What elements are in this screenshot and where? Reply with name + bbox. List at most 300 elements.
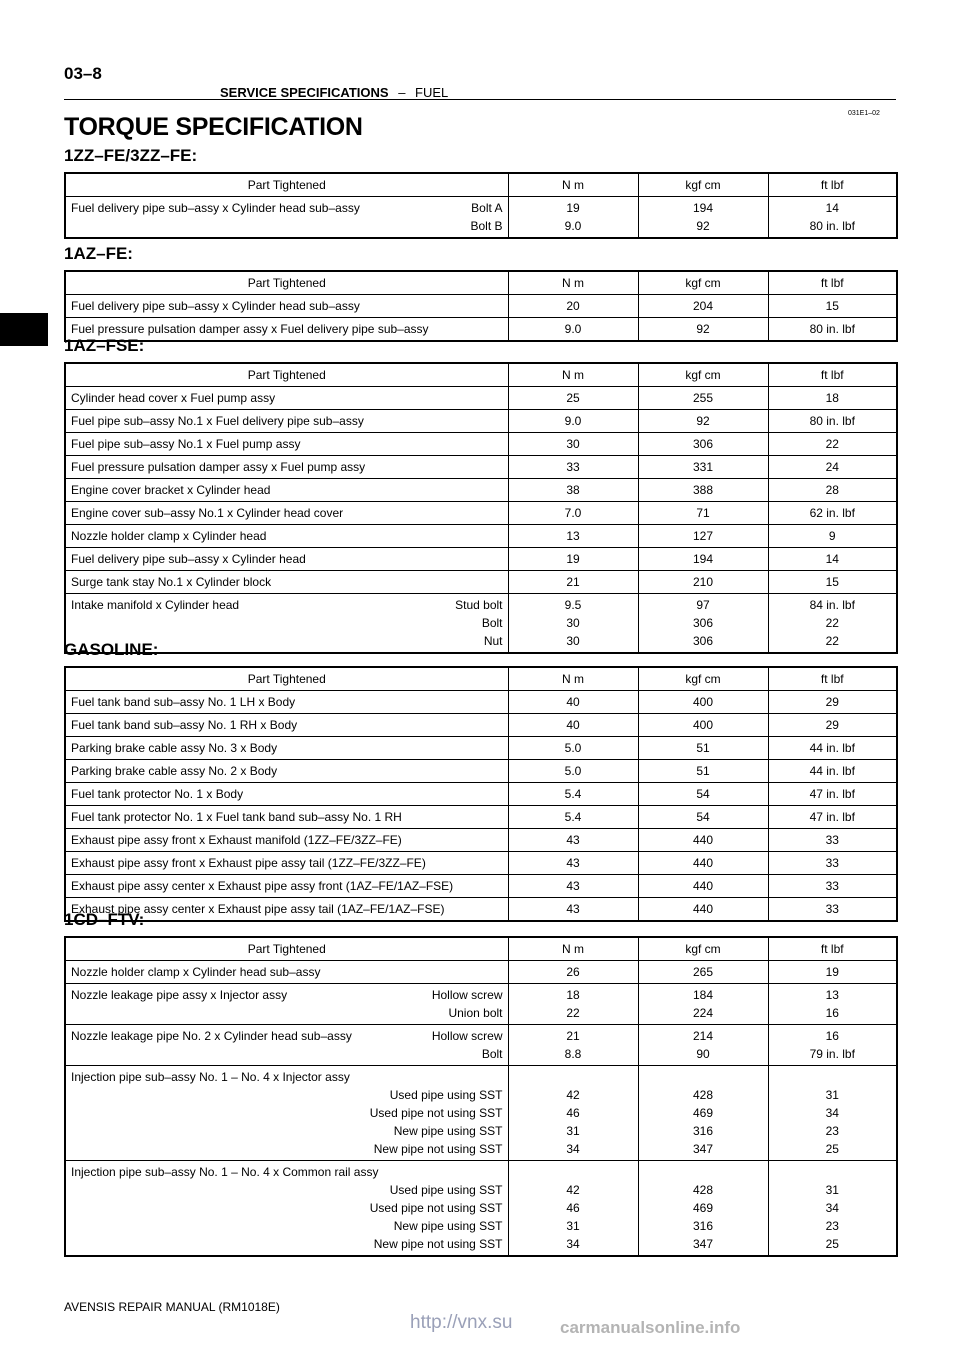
part-tightened-cell	[65, 875, 508, 898]
column-header: Part Tightened	[65, 363, 508, 387]
spec-table	[64, 936, 898, 1257]
table-row	[65, 760, 897, 783]
part-tightened-cell	[65, 410, 508, 433]
cell-value: 62 in. lbf	[809, 506, 855, 520]
kgf-cell	[638, 525, 768, 548]
cell-value: 255	[692, 391, 714, 405]
part-name: Injection pipe sub–assy No. 1 – No. 4 x Common rail assy	[71, 1165, 379, 1179]
cell-value: 9	[828, 529, 836, 543]
spec-table	[64, 362, 898, 654]
cell-value: 13	[825, 988, 839, 1002]
cell-value: 440	[692, 856, 714, 870]
footer-link[interactable]: http://vnx.su	[410, 1312, 513, 1333]
part-tightened-cell	[65, 806, 508, 829]
kgf-cell	[638, 410, 768, 433]
ftlbf-cell	[768, 197, 897, 239]
ftlbf-cell	[768, 502, 897, 525]
part-tightened-cell	[65, 829, 508, 852]
ftlbf-cell	[768, 1161, 897, 1257]
cell-value: 31	[566, 1124, 580, 1138]
cell-value: 18	[825, 391, 839, 405]
nm-cell	[508, 525, 638, 548]
table-row	[65, 875, 897, 898]
cell-value: 9.5	[564, 598, 582, 612]
ftlbf-cell	[768, 410, 897, 433]
spec-table	[64, 270, 898, 342]
part-tightened-cell	[65, 571, 508, 594]
part-tightened-cell	[65, 1066, 508, 1161]
cell-value: 127	[692, 529, 714, 543]
table-header-row	[65, 667, 897, 691]
nm-cell	[508, 783, 638, 806]
cell-value: 46	[566, 1201, 580, 1215]
cell-value: 8.8	[564, 1047, 582, 1061]
column-header: ft lbf	[768, 667, 897, 691]
ftlbf-cell	[768, 961, 897, 984]
part-fastener: Bolt B	[470, 219, 503, 233]
part-fastener: Nut	[483, 634, 503, 648]
running-header	[220, 85, 448, 100]
cell-value: 306	[692, 437, 714, 451]
cell-value: 24	[825, 460, 839, 474]
cell-value: 347	[692, 1142, 714, 1156]
nm-cell	[508, 714, 638, 737]
ftlbf-cell	[768, 691, 897, 714]
ftlbf-cell	[768, 737, 897, 760]
table-row	[65, 295, 897, 318]
cell-value: 5.4	[564, 787, 582, 801]
cell-value: 306	[692, 616, 714, 630]
cell-value: 331	[692, 460, 714, 474]
column-header: kgf cm	[638, 937, 768, 961]
cell-value: 9.0	[564, 219, 582, 233]
header-section: SERVICE SPECIFICATIONS	[220, 85, 389, 100]
part-name: Exhaust pipe assy center x Exhaust pipe assy front (1AZ–FE/1AZ–FSE)	[71, 879, 454, 893]
ftlbf-cell	[768, 1066, 897, 1161]
nm-cell	[508, 433, 638, 456]
part-name: Fuel tank band sub–assy No. 1 RH x Body	[71, 718, 298, 732]
ftlbf-cell	[768, 984, 897, 1025]
part-tightened-cell	[65, 456, 508, 479]
part-name: Fuel pressure pulsation damper assy x Fuel pump assy	[71, 460, 366, 474]
nm-cell	[508, 691, 638, 714]
part-name: Nozzle leakage pipe No. 2 x Cylinder head sub–assy	[71, 1029, 352, 1043]
part-tightened-cell	[65, 525, 508, 548]
cell-value: 33	[825, 879, 839, 893]
column-header: kgf cm	[638, 363, 768, 387]
part-fastener: Bolt	[481, 1047, 503, 1061]
section-title: 1AZ–FSE:	[64, 336, 145, 355]
table-row	[65, 829, 897, 852]
cell-value: 40	[566, 695, 580, 709]
cell-value: 34	[825, 1106, 839, 1120]
cell-value: 80 in. lbf	[809, 322, 855, 336]
cell-value: 47 in. lbf	[809, 787, 855, 801]
table-header-row	[65, 173, 897, 197]
table-row	[65, 783, 897, 806]
header-rule	[64, 99, 896, 100]
cell-value: 21	[566, 575, 580, 589]
cell-value: 34	[825, 1201, 839, 1215]
nm-cell	[508, 387, 638, 410]
ftlbf-cell	[768, 456, 897, 479]
part-name: Nozzle leakage pipe assy x Injector assy	[71, 988, 288, 1002]
part-name: Fuel tank band sub–assy No. 1 LH x Body	[71, 695, 296, 709]
part-name: Fuel delivery pipe sub–assy x Cylinder head sub–assy	[71, 299, 360, 313]
part-condition: New pipe using SST	[393, 1219, 503, 1233]
part-tightened-cell	[65, 714, 508, 737]
part-condition: Used pipe using SST	[389, 1088, 503, 1102]
part-tightened-cell	[65, 479, 508, 502]
cell-value: 31	[825, 1088, 839, 1102]
cell-value: 34	[566, 1237, 580, 1251]
kgf-cell	[638, 806, 768, 829]
part-name: Fuel delivery pipe sub–assy x Cylinder head sub–assy	[71, 201, 360, 215]
cell-value: 80 in. lbf	[809, 219, 855, 233]
cell-value: 29	[825, 695, 839, 709]
nm-cell	[508, 479, 638, 502]
cell-value: 316	[692, 1219, 714, 1233]
ftlbf-cell	[768, 295, 897, 318]
part-name: Fuel pressure pulsation damper assy x Fuel delivery pipe sub–assy	[71, 322, 429, 336]
blank-line	[514, 1068, 633, 1086]
part-name: Exhaust pipe assy front x Exhaust pipe assy tail (1ZZ–FE/3ZZ–FE)	[71, 856, 426, 870]
cell-value: 224	[692, 1006, 714, 1020]
part-line	[71, 217, 503, 235]
blank-line	[774, 1163, 892, 1181]
column-header: ft lbf	[768, 363, 897, 387]
cell-value: 16	[825, 1006, 839, 1020]
column-header: N m	[508, 271, 638, 295]
cell-value: 31	[566, 1219, 580, 1233]
kgf-cell	[638, 571, 768, 594]
nm-cell	[508, 502, 638, 525]
nm-cell	[508, 961, 638, 984]
cell-value: 440	[692, 879, 714, 893]
cell-value: 44 in. lbf	[809, 741, 855, 755]
part-tightened-cell	[65, 295, 508, 318]
cell-value: 25	[825, 1142, 839, 1156]
kgf-cell	[638, 852, 768, 875]
kgf-cell	[638, 479, 768, 502]
kgf-cell	[638, 1025, 768, 1066]
part-name: Engine cover sub–assy No.1 x Cylinder head cover	[71, 506, 344, 520]
part-condition: Used pipe not using SST	[369, 1201, 503, 1215]
cell-value: 38	[566, 483, 580, 497]
part-tightened-cell	[65, 502, 508, 525]
cell-value: 14	[825, 552, 839, 566]
cell-value: 19	[825, 965, 839, 979]
spec-section	[64, 910, 896, 1257]
blank-line	[514, 1163, 633, 1181]
kgf-cell	[638, 295, 768, 318]
ftlbf-cell	[768, 1025, 897, 1066]
part-condition: Used pipe not using SST	[369, 1106, 503, 1120]
part-fastener: Hollow screw	[431, 1029, 503, 1043]
cell-value: 31	[825, 1183, 839, 1197]
part-tightened-cell	[65, 548, 508, 571]
part-name: Parking brake cable assy No. 3 x Body	[71, 741, 278, 755]
cell-value: 22	[825, 634, 839, 648]
table-row	[65, 984, 897, 1025]
cell-value: 51	[696, 741, 710, 755]
part-name: Exhaust pipe assy front x Exhaust manifold (1ZZ–FE/3ZZ–FE)	[71, 833, 402, 847]
part-tightened-cell	[65, 737, 508, 760]
cell-value: 469	[692, 1201, 714, 1215]
ftlbf-cell	[768, 714, 897, 737]
part-name: Exhaust pipe assy center x Exhaust pipe assy tail (1AZ–FE/1AZ–FSE)	[71, 902, 445, 916]
section-title: GASOLINE:	[64, 640, 159, 659]
cell-value: 214	[692, 1029, 714, 1043]
part-fastener: Bolt A	[471, 201, 503, 215]
part-tightened-cell	[65, 1161, 508, 1257]
kgf-cell	[638, 691, 768, 714]
cell-value: 22	[566, 1006, 580, 1020]
cell-value: 47 in. lbf	[809, 810, 855, 824]
part-tightened-cell	[65, 961, 508, 984]
ftlbf-cell	[768, 760, 897, 783]
footer-manual: AVENSIS REPAIR MANUAL (RM1018E)	[64, 1300, 280, 1314]
part-name: Fuel tank protector No. 1 x Body	[71, 787, 244, 801]
cell-value: 21	[566, 1029, 580, 1043]
part-name: Fuel tank protector No. 1 x Fuel tank band sub–assy No. 1 RH	[71, 810, 402, 824]
spec-table	[64, 666, 898, 922]
cell-value: 84 in. lbf	[809, 598, 855, 612]
nm-cell	[508, 875, 638, 898]
cell-value: 92	[696, 322, 710, 336]
ftlbf-cell	[768, 806, 897, 829]
nm-cell	[508, 1066, 638, 1161]
cell-value: 194	[692, 552, 714, 566]
footer-watermark: carmanualsonline.info	[560, 1318, 741, 1337]
kgf-cell	[638, 1066, 768, 1161]
cell-value: 33	[825, 902, 839, 916]
table-header-row	[65, 363, 897, 387]
cell-value: 97	[696, 598, 710, 612]
spec-section	[64, 640, 896, 922]
kgf-cell	[638, 875, 768, 898]
column-header: N m	[508, 363, 638, 387]
cell-value: 34	[566, 1142, 580, 1156]
table-row	[65, 410, 897, 433]
table-row	[65, 852, 897, 875]
cell-value: 210	[692, 575, 714, 589]
cell-value: 43	[566, 879, 580, 893]
header-subsection: FUEL	[415, 85, 449, 100]
nm-cell	[508, 852, 638, 875]
table-row	[65, 1025, 897, 1066]
section-title: 1CD–FTV:	[64, 910, 145, 929]
part-condition: Used pipe using SST	[389, 1183, 503, 1197]
column-header: ft lbf	[768, 173, 897, 197]
cell-value: 71	[696, 506, 710, 520]
part-fastener: Hollow screw	[431, 988, 503, 1002]
kgf-cell	[638, 502, 768, 525]
cell-value: 440	[692, 902, 714, 916]
column-header: N m	[508, 937, 638, 961]
nm-cell	[508, 829, 638, 852]
kgf-cell	[638, 1161, 768, 1257]
cell-value: 29	[825, 718, 839, 732]
cell-value: 92	[696, 219, 710, 233]
table-row	[65, 571, 897, 594]
part-line	[71, 1045, 503, 1063]
column-header: Part Tightened	[65, 667, 508, 691]
cell-value: 9.0	[564, 414, 582, 428]
column-header: ft lbf	[768, 271, 897, 295]
part-line	[71, 1027, 503, 1045]
cell-value: 42	[566, 1183, 580, 1197]
table-row	[65, 502, 897, 525]
column-header: ft lbf	[768, 937, 897, 961]
cell-value: 80 in. lbf	[809, 414, 855, 428]
cell-value: 306	[692, 634, 714, 648]
cell-value: 22	[825, 437, 839, 451]
part-line	[71, 986, 503, 1004]
cell-value: 46	[566, 1106, 580, 1120]
cell-value: 44 in. lbf	[809, 764, 855, 778]
part-tightened-cell	[65, 852, 508, 875]
kgf-cell	[638, 197, 768, 239]
kgf-cell	[638, 714, 768, 737]
table-row	[65, 525, 897, 548]
cell-value: 28	[825, 483, 839, 497]
table-row	[65, 456, 897, 479]
ftlbf-cell	[768, 433, 897, 456]
cell-value: 79 in. lbf	[809, 1047, 855, 1061]
ftlbf-cell	[768, 829, 897, 852]
cell-value: 42	[566, 1088, 580, 1102]
blank-line	[774, 1068, 892, 1086]
part-name: Nozzle holder clamp x Cylinder head	[71, 529, 267, 543]
cell-value: 400	[692, 695, 714, 709]
part-name: Fuel pipe sub–assy No.1 x Fuel pump assy	[71, 437, 301, 451]
ftlbf-cell	[768, 852, 897, 875]
ftlbf-cell	[768, 387, 897, 410]
part-tightened-cell	[65, 433, 508, 456]
cell-value: 469	[692, 1106, 714, 1120]
nm-cell	[508, 571, 638, 594]
cell-value: 5.0	[564, 741, 582, 755]
table-row	[65, 737, 897, 760]
nm-cell	[508, 737, 638, 760]
cell-value: 265	[692, 965, 714, 979]
nm-cell	[508, 548, 638, 571]
table-row	[65, 479, 897, 502]
part-tightened-cell	[65, 691, 508, 714]
table-row	[65, 1066, 897, 1161]
cell-value: 14	[825, 201, 839, 215]
ftlbf-cell	[768, 875, 897, 898]
cell-value: 33	[825, 856, 839, 870]
table-row	[65, 806, 897, 829]
kgf-cell	[638, 387, 768, 410]
section-title: 1AZ–FE:	[64, 244, 133, 263]
part-name: Intake manifold x Cylinder head	[71, 598, 240, 612]
kgf-cell	[638, 737, 768, 760]
cell-value: 23	[825, 1124, 839, 1138]
cell-value: 347	[692, 1237, 714, 1251]
part-tightened-cell	[65, 760, 508, 783]
page-number: 03–8	[64, 64, 102, 83]
cell-value: 23	[825, 1219, 839, 1233]
cell-value: 33	[566, 460, 580, 474]
cell-value: 19	[566, 552, 580, 566]
cell-value: 9.0	[564, 322, 582, 336]
part-name: Cylinder head cover x Fuel pump assy	[71, 391, 276, 405]
cell-value: 388	[692, 483, 714, 497]
cell-value: 428	[692, 1183, 714, 1197]
blank-line	[644, 1163, 763, 1181]
spec-section	[64, 244, 896, 342]
part-line	[71, 199, 503, 217]
header-separator: –	[398, 85, 406, 100]
nm-cell	[508, 1161, 638, 1257]
part-name: Engine cover bracket x Cylinder head	[71, 483, 271, 497]
column-header: Part Tightened	[65, 271, 508, 295]
part-fastener: Stud bolt	[455, 598, 503, 612]
document-code: 031E1–02	[848, 110, 880, 117]
nm-cell	[508, 760, 638, 783]
cell-value: 30	[566, 616, 580, 630]
cell-value: 51	[696, 764, 710, 778]
cell-value: 5.4	[564, 810, 582, 824]
spec-section	[64, 336, 896, 654]
cell-value: 440	[692, 833, 714, 847]
cell-value: 184	[692, 988, 714, 1002]
ftlbf-cell	[768, 525, 897, 548]
table-row	[65, 714, 897, 737]
section-tab-marker	[0, 313, 48, 346]
cell-value: 15	[825, 299, 839, 313]
cell-value: 33	[825, 833, 839, 847]
cell-value: 25	[566, 391, 580, 405]
spec-table	[64, 172, 898, 239]
page-title: TORQUE SPECIFICATION	[64, 113, 363, 141]
part-name: Nozzle holder clamp x Cylinder head sub–assy	[71, 965, 321, 979]
part-line	[71, 596, 503, 614]
blank-line	[644, 1068, 763, 1086]
kgf-cell	[638, 456, 768, 479]
cell-value: 400	[692, 718, 714, 732]
table-row	[65, 961, 897, 984]
kgf-cell	[638, 433, 768, 456]
cell-value: 25	[825, 1237, 839, 1251]
kgf-cell	[638, 760, 768, 783]
part-tightened-cell	[65, 387, 508, 410]
section-title: 1ZZ–FE/3ZZ–FE:	[64, 146, 198, 165]
cell-value: 54	[696, 810, 710, 824]
column-header: kgf cm	[638, 271, 768, 295]
cell-value: 43	[566, 833, 580, 847]
ftlbf-cell	[768, 571, 897, 594]
ftlbf-cell	[768, 548, 897, 571]
part-line	[71, 1004, 503, 1022]
cell-value: 43	[566, 902, 580, 916]
part-name: Injection pipe sub–assy No. 1 – No. 4 x Injector assy	[71, 1070, 350, 1084]
nm-cell	[508, 806, 638, 829]
cell-value: 428	[692, 1088, 714, 1102]
cell-value: 90	[696, 1047, 710, 1061]
table-row	[65, 197, 897, 239]
part-condition: New pipe not using SST	[373, 1237, 503, 1251]
cell-value: 54	[696, 787, 710, 801]
ftlbf-cell	[768, 783, 897, 806]
table-row	[65, 387, 897, 410]
nm-cell	[508, 1025, 638, 1066]
part-condition: New pipe using SST	[393, 1124, 503, 1138]
cell-value: 20	[566, 299, 580, 313]
